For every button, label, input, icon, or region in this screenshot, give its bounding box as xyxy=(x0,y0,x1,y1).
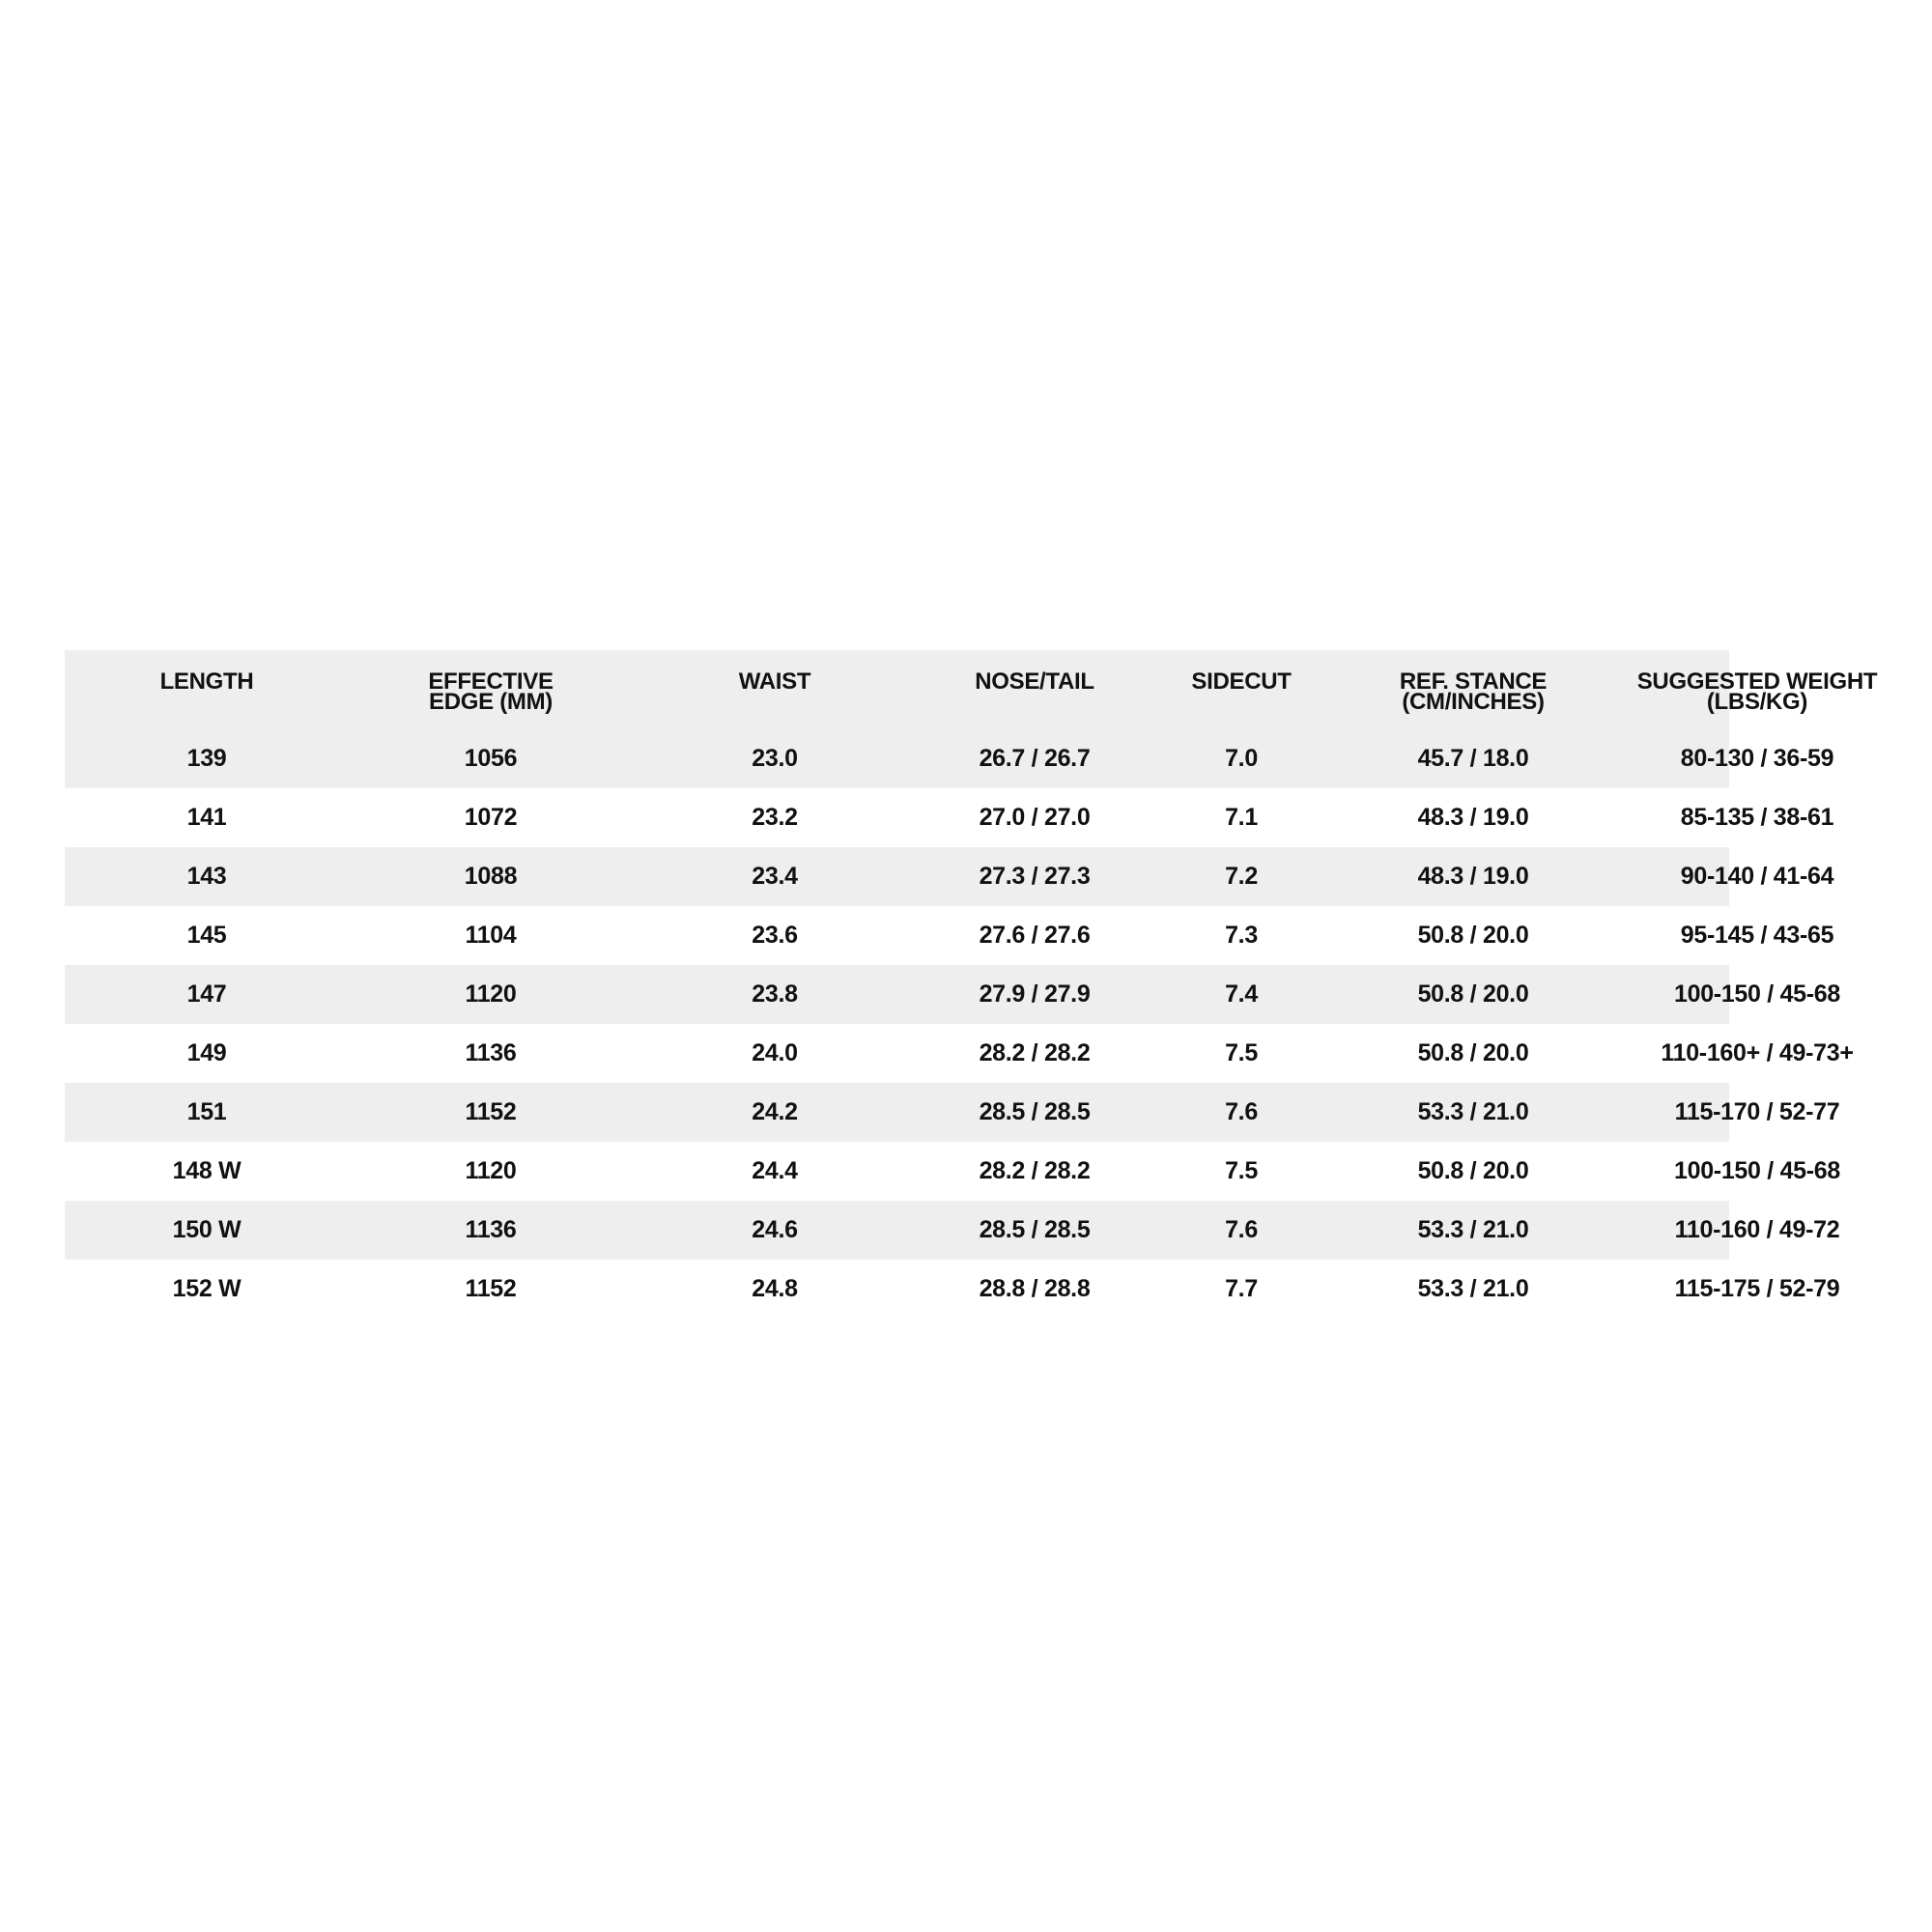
cell-ref-stance: 48.3 / 19.0 xyxy=(1417,804,1529,831)
cell-waist: 24.6 xyxy=(752,1216,798,1243)
cell-length: 152 W xyxy=(172,1275,242,1302)
cell-length: 151 xyxy=(186,1098,227,1125)
cell-waist: 24.4 xyxy=(752,1157,798,1184)
header-effective-edge: EFFECTIVE EDGE (MM) xyxy=(428,668,554,715)
cell-suggested-weight: 115-170 / 52-77 xyxy=(1674,1098,1840,1125)
cell-sidecut: 7.0 xyxy=(1225,745,1258,772)
table-row xyxy=(65,906,1867,965)
cell-sidecut: 7.6 xyxy=(1225,1216,1258,1243)
cell-waist: 23.4 xyxy=(752,863,798,890)
cell-ref-stance: 48.3 / 19.0 xyxy=(1417,863,1529,890)
header-nose-tail: NOSE/TAIL xyxy=(975,668,1094,695)
cell-sidecut: 7.6 xyxy=(1225,1098,1258,1125)
header-ref-stance: REF. STANCE (CM/INCHES) xyxy=(1399,668,1548,715)
cell-effective-edge: 1136 xyxy=(465,1039,517,1066)
cell-waist: 24.2 xyxy=(752,1098,798,1125)
cell-ref-stance: 53.3 / 21.0 xyxy=(1417,1275,1529,1302)
cell-suggested-weight: 90-140 / 41-64 xyxy=(1680,863,1834,890)
cell-sidecut: 7.3 xyxy=(1225,922,1258,949)
cell-suggested-weight: 85-135 / 38-61 xyxy=(1680,804,1834,831)
cell-waist: 23.6 xyxy=(752,922,798,949)
cell-suggested-weight: 80-130 / 36-59 xyxy=(1680,745,1834,772)
header-length: LENGTH xyxy=(159,668,254,695)
cell-waist: 23.0 xyxy=(752,745,798,772)
table-row xyxy=(65,1260,1867,1319)
cell-length: 148 W xyxy=(172,1157,242,1184)
table-row xyxy=(65,1083,1867,1142)
table-row xyxy=(65,965,1867,1024)
cell-waist: 23.8 xyxy=(752,980,798,1008)
cell-suggested-weight: 95-145 / 43-65 xyxy=(1680,922,1834,949)
cell-suggested-weight: 100-150 / 45-68 xyxy=(1673,980,1841,1008)
cell-sidecut: 7.5 xyxy=(1225,1157,1258,1184)
cell-waist: 24.8 xyxy=(752,1275,798,1302)
cell-sidecut: 7.1 xyxy=(1225,804,1258,831)
cell-length: 150 W xyxy=(172,1216,242,1243)
cell-ref-stance: 45.7 / 18.0 xyxy=(1417,745,1529,772)
header-sidecut: SIDECUT xyxy=(1191,668,1292,695)
cell-effective-edge: 1120 xyxy=(465,1157,517,1184)
cell-length: 149 xyxy=(186,1039,227,1066)
cell-ref-stance: 53.3 / 21.0 xyxy=(1417,1098,1529,1125)
cell-waist: 23.2 xyxy=(752,804,798,831)
cell-nose-tail: 28.8 / 28.8 xyxy=(979,1275,1091,1302)
table-row xyxy=(65,847,1867,906)
cell-effective-edge: 1152 xyxy=(465,1275,517,1302)
cell-effective-edge: 1072 xyxy=(464,804,518,831)
cell-ref-stance: 50.8 / 20.0 xyxy=(1417,980,1529,1008)
header-suggested-weight: SUGGESTED WEIGHT (LBS/KG) xyxy=(1636,668,1878,715)
cell-nose-tail: 27.0 / 27.0 xyxy=(979,804,1091,831)
cell-ref-stance: 50.8 / 20.0 xyxy=(1417,1157,1529,1184)
cell-nose-tail: 28.2 / 28.2 xyxy=(979,1157,1091,1184)
cell-ref-stance: 53.3 / 21.0 xyxy=(1417,1216,1529,1243)
cell-effective-edge: 1136 xyxy=(465,1216,517,1243)
cell-nose-tail: 27.9 / 27.9 xyxy=(979,980,1091,1008)
cell-nose-tail: 27.3 / 27.3 xyxy=(979,863,1091,890)
table-row xyxy=(65,1024,1867,1083)
cell-sidecut: 7.4 xyxy=(1225,980,1258,1008)
cell-nose-tail: 28.2 / 28.2 xyxy=(979,1039,1091,1066)
cell-effective-edge: 1056 xyxy=(464,745,518,772)
cell-nose-tail: 28.5 / 28.5 xyxy=(979,1216,1091,1243)
cell-suggested-weight: 110-160+ / 49-73+ xyxy=(1661,1039,1854,1066)
cell-nose-tail: 27.6 / 27.6 xyxy=(979,922,1091,949)
cell-length: 147 xyxy=(186,980,227,1008)
cell-length: 145 xyxy=(186,922,227,949)
cell-length: 139 xyxy=(186,745,227,772)
cell-nose-tail: 28.5 / 28.5 xyxy=(979,1098,1091,1125)
table-row xyxy=(65,1201,1867,1260)
cell-sidecut: 7.5 xyxy=(1225,1039,1258,1066)
cell-suggested-weight: 100-150 / 45-68 xyxy=(1673,1157,1841,1184)
cell-effective-edge: 1120 xyxy=(465,980,517,1008)
cell-nose-tail: 26.7 / 26.7 xyxy=(979,745,1091,772)
header-waist: WAIST xyxy=(738,668,811,695)
cell-ref-stance: 50.8 / 20.0 xyxy=(1417,922,1529,949)
cell-sidecut: 7.2 xyxy=(1225,863,1258,890)
cell-sidecut: 7.7 xyxy=(1225,1275,1258,1302)
table-row xyxy=(65,788,1867,847)
cell-length: 141 xyxy=(186,804,227,831)
cell-effective-edge: 1152 xyxy=(465,1098,517,1125)
cell-waist: 24.0 xyxy=(752,1039,798,1066)
cell-suggested-weight: 115-175 / 52-79 xyxy=(1674,1275,1840,1302)
cell-effective-edge: 1088 xyxy=(464,863,518,890)
cell-suggested-weight: 110-160 / 49-72 xyxy=(1674,1216,1840,1243)
cell-effective-edge: 1104 xyxy=(465,922,517,949)
cell-length: 143 xyxy=(186,863,227,890)
table-row xyxy=(65,1142,1867,1201)
table-row xyxy=(65,729,1867,788)
cell-ref-stance: 50.8 / 20.0 xyxy=(1417,1039,1529,1066)
